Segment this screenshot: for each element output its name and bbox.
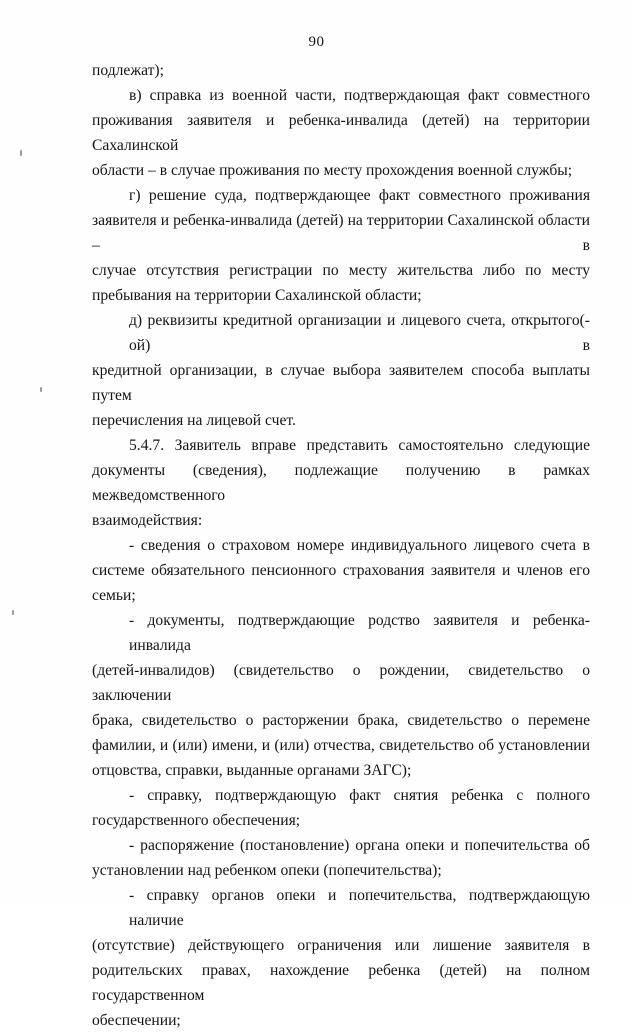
text-line: перечисления на лицевой счет. [92,412,296,429]
text-line: обеспечении; [92,1012,181,1029]
text-line: г) решение суда, подтверждающее факт совместного проживания [129,187,590,204]
document-body [92,58,590,1033]
text-line: (отсутствие) действующего ограничения или лишение заявителя в [92,937,590,954]
text-line: - распоряжение (постановление) органа опеки и попечительства об [129,837,590,854]
page-number: 90 [308,34,325,50]
text-line: брака, свидетельство о расторжении брака, свидетельство о перемене [92,712,590,729]
paragraph [92,433,590,533]
text-line: д) реквизиты кредитной организации и лицевого счета, открытого(-ой) в [129,312,590,354]
scan-speck [12,610,14,615]
text-line: родительских правах, нахождение ребенка (детей) на полном государственном [92,962,590,1004]
text-line: отцовства, справки, выданные органами ЗАГС); [92,762,412,779]
paragraph [92,183,590,308]
paragraph [92,533,590,608]
text-line: случае отсутствия регистрации по месту жительства либо по месту [92,262,590,279]
text-line: подлежат); [92,62,164,79]
text-line: - документы, подтверждающие родство заявителя и ребенка-инвалида [129,612,590,654]
text-line: - сведения о страховом номере индивидуального лицевого счета в [129,537,590,554]
text-line: документы (сведения), подлежащие получению в рамках межведомственного [92,462,590,504]
text-line: - справку органов опеки и попечительства, подтверждающую наличие [129,887,590,929]
text-line: в) справка из военной части, подтверждающая факт совместного [129,87,590,104]
scan-speck [40,387,42,392]
paragraph [92,58,590,83]
paragraph [92,883,590,1033]
text-line: области – в случае проживания по месту прохождения военной службы; [92,162,573,179]
text-line: 5.4.7. Заявитель вправе представить самостоятельно следующие [129,437,590,454]
text-line: пребывания на территории Сахалинской области; [92,287,422,304]
paragraph [92,308,590,433]
paragraph [92,608,590,783]
text-line: семьи; [92,587,136,604]
text-line: государственного обеспечения; [92,812,301,829]
text-line: проживания заявителя и ребенка-инвалида (детей) на территории Сахалинской [92,112,590,154]
text-line: кредитной организации, в случае выбора заявителем способа выплаты путем [92,362,590,404]
text-line: заявителя и ребенка-инвалида (детей) на территории Сахалинской области – в [92,212,590,254]
text-line: установлении над ребенком опеки (попечительства); [92,862,442,879]
text-line: фамилии, и (или) имени, и (или) отчества, свидетельство об установлении [92,737,590,754]
paragraph [92,833,590,883]
text-line: - справку, подтверждающую факт снятия ребенка с полного [129,787,590,804]
text-line: системе обязательного пенсионного страхования заявителя и членов его [92,562,590,579]
text-line: взаимодействия: [92,512,203,529]
text-line: (детей-инвалидов) (свидетельство о рождении, свидетельство о заключении [92,662,590,704]
paragraph [92,83,590,183]
paragraph [92,783,590,833]
scan-speck [20,150,22,156]
